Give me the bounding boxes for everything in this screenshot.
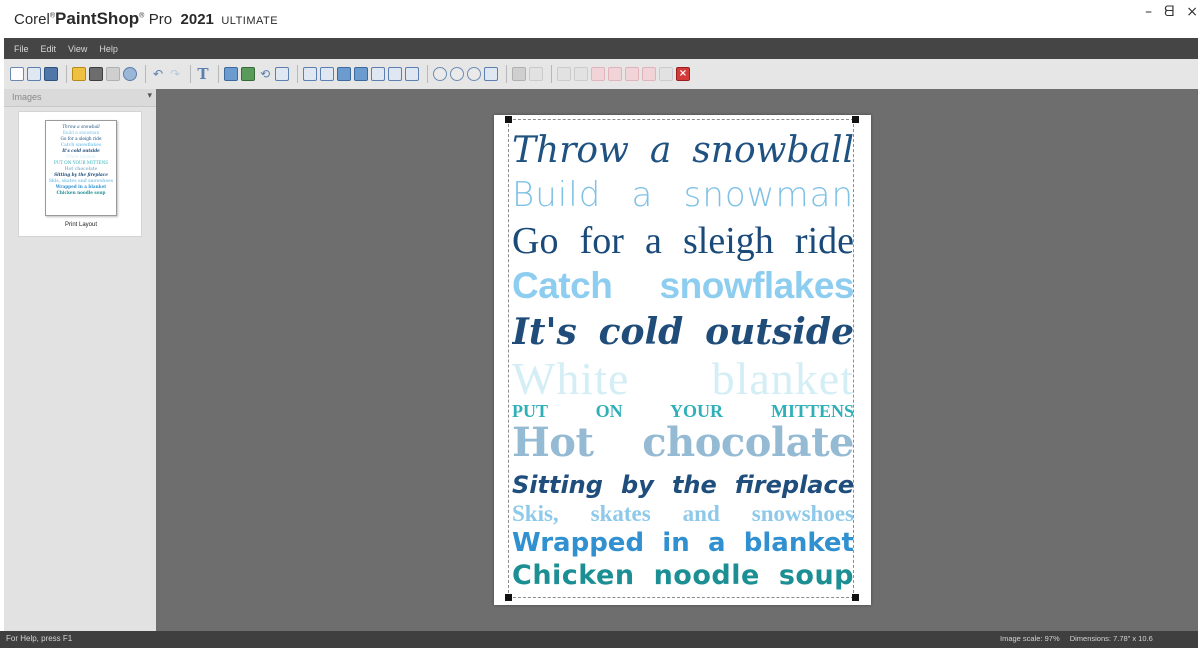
thumb-line: Chicken noodle soup — [56, 190, 106, 195]
page-text-line: Catch snowflakes — [512, 265, 854, 306]
close-button[interactable]: × — [1186, 4, 1198, 20]
grid-icon[interactable] — [512, 67, 526, 81]
app-name-main: PaintShop — [55, 9, 140, 28]
layout-7-icon[interactable] — [405, 67, 419, 81]
page-text-line: Chicken noodle soup — [512, 560, 854, 591]
thumb-line: Go for a sleigh ride — [60, 136, 102, 141]
thumb-line: Build a snowman — [62, 130, 100, 135]
thumbnail-label: Print Layout — [64, 222, 98, 228]
print-page — [494, 115, 871, 605]
toolbar-divider — [297, 65, 298, 83]
thumb-line: Catch snowflakes — [60, 142, 102, 147]
status-image-scale: Image scale: 97% — [1000, 634, 1060, 643]
toolbar — [4, 59, 1198, 89]
page-text-line: Go for a sleigh ride — [512, 220, 854, 262]
toolbar-divider — [506, 65, 507, 83]
resize-handle-top-right[interactable] — [852, 116, 859, 123]
align-1-icon — [557, 67, 571, 81]
thumb-line: White blanket — [66, 154, 96, 159]
thumb-line: Sitting by the fireplace — [54, 172, 108, 177]
layout-4-icon[interactable] — [354, 67, 368, 81]
status-dimensions: Dimensions: 7.78" x 10.6 — [1069, 634, 1153, 643]
images-panel-header — [4, 89, 156, 107]
print-preview-icon[interactable] — [106, 67, 120, 81]
app-name-suffix: Pro — [148, 11, 173, 28]
thumbnail-page — [45, 120, 117, 216]
thumb-line: Skis, skates and snowshoes — [48, 178, 114, 183]
redo-icon[interactable]: ↷ — [169, 67, 181, 81]
page-text-line: PUT ON YOUR MITTENS — [512, 401, 854, 421]
template-icon[interactable] — [27, 67, 41, 81]
toolbar-divider — [66, 65, 67, 83]
text-tool-icon[interactable]: T — [197, 65, 209, 83]
menu-help[interactable]: Help — [99, 43, 118, 54]
menu-file[interactable]: File — [14, 43, 29, 54]
grid-disabled-icon — [529, 67, 543, 81]
new-doc-icon[interactable] — [10, 67, 24, 81]
layout-6-icon[interactable] — [388, 67, 402, 81]
resize-handle-bottom-right[interactable] — [852, 594, 859, 601]
menu-edit[interactable]: Edit — [40, 43, 57, 54]
status-bar — [0, 631, 1198, 648]
resize-handle-bottom-left[interactable] — [505, 594, 512, 601]
rotate-left-icon[interactable] — [241, 67, 255, 81]
thumb-line: It's cold outside — [62, 148, 100, 153]
fit-icon[interactable] — [275, 67, 289, 81]
thumb-line: Throw a snowball — [62, 124, 100, 129]
title-bar — [0, 0, 1198, 38]
restore-button[interactable]: ᗺ — [1164, 4, 1175, 20]
minimize-button[interactable]: – — [1145, 4, 1153, 20]
align-7-icon — [659, 67, 673, 81]
thumb-line: Hot chocolate — [64, 166, 98, 171]
page-text-line: Throw a snowball — [512, 130, 854, 171]
app-name-prefix: Corel — [14, 11, 50, 28]
page-text-line: Wrapped in a blanket — [512, 528, 854, 558]
print-icon[interactable] — [89, 67, 103, 81]
toolbar-divider — [190, 65, 191, 83]
close-print-layout-icon[interactable]: × — [676, 67, 690, 81]
layout-1-icon[interactable] — [303, 67, 317, 81]
thumb-line: Wrapped in a blanket — [55, 184, 107, 189]
zoom-icon[interactable] — [433, 67, 447, 81]
page-text-line: It's cold outside — [512, 311, 854, 353]
page-text-line: Hot chocolate — [512, 419, 854, 466]
app-year: 2021 — [180, 11, 214, 28]
app-edition: ULTIMATE — [221, 15, 279, 27]
print-layout-thumbnail[interactable] — [18, 111, 142, 237]
resize-handle-top-left[interactable] — [505, 116, 512, 123]
chevron-down-icon[interactable]: ▾ — [147, 91, 152, 101]
layout-5-icon[interactable] — [371, 67, 385, 81]
app-title: Corel®PaintShop® Pro 2021 ULTIMATE — [14, 9, 279, 28]
page-text-line: Build a snowman — [512, 175, 854, 215]
toolbar-divider — [145, 65, 146, 83]
align-2-icon — [574, 67, 588, 81]
globe-icon[interactable] — [123, 67, 137, 81]
align-4-icon — [608, 67, 622, 81]
layout-3-icon[interactable] — [337, 67, 351, 81]
window-controls — [1145, 4, 1198, 20]
zoom-in-icon[interactable] — [450, 67, 464, 81]
toolbar-divider — [218, 65, 219, 83]
toolbar-divider — [551, 65, 552, 83]
undo-icon[interactable]: ↶ — [152, 67, 164, 81]
images-panel — [4, 89, 156, 631]
menu-bar — [4, 38, 1198, 59]
rotate-right-icon[interactable]: ⟲ — [259, 67, 271, 81]
open-folder-icon[interactable] — [72, 67, 86, 81]
zoom-fit-icon[interactable] — [484, 67, 498, 81]
thumb-line: PUT ON YOUR MITTENS — [53, 160, 109, 165]
zoom-out-icon[interactable] — [467, 67, 481, 81]
align-3-icon — [591, 67, 605, 81]
align-5-icon — [625, 67, 639, 81]
status-help-text: For Help, press F1 — [6, 634, 73, 643]
layout-2-icon[interactable] — [320, 67, 334, 81]
add-image-icon[interactable] — [224, 67, 238, 81]
page-text-line: Sitting by the fireplace — [512, 471, 854, 499]
toolbar-divider — [427, 65, 428, 83]
page-text-line: White blanket — [512, 354, 854, 404]
page-text-line: Skis, skates and snowshoes — [512, 501, 854, 526]
status-info — [1000, 634, 1153, 643]
save-icon[interactable] — [44, 67, 58, 81]
menu-view[interactable]: View — [68, 43, 88, 54]
align-6-icon — [642, 67, 656, 81]
images-panel-title: Images — [12, 92, 42, 102]
